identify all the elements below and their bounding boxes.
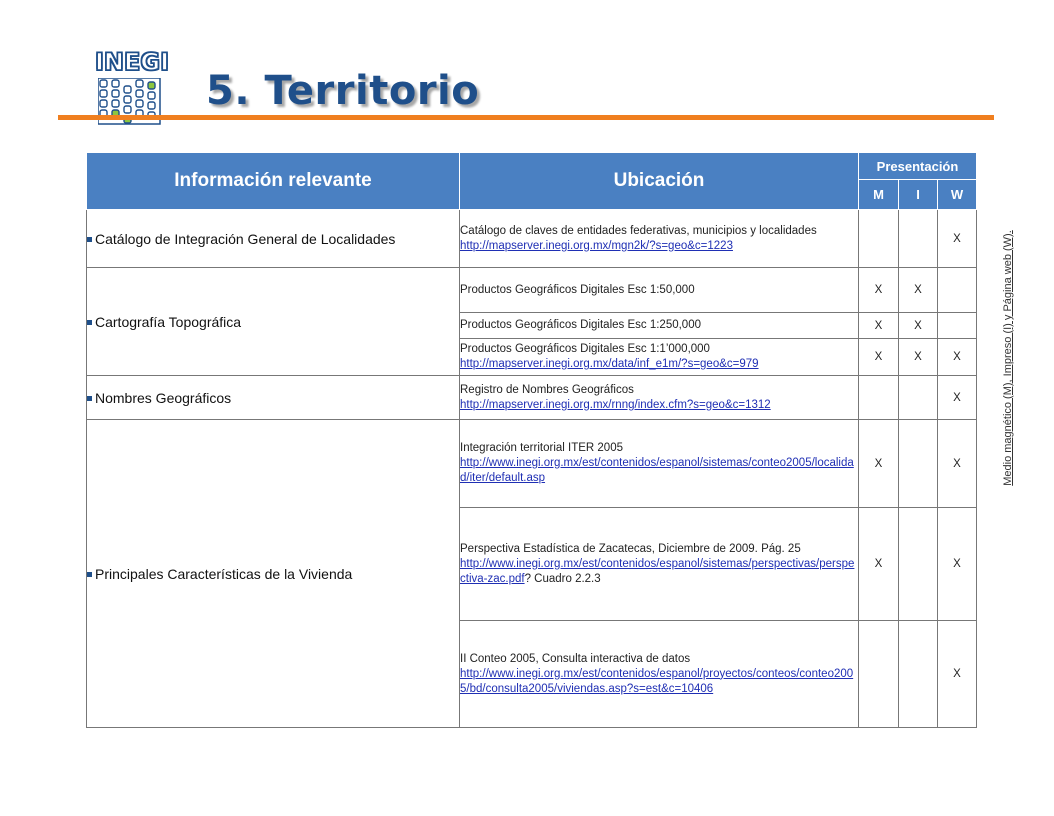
ubicacion-text: Perspectiva Estadística de Zacatecas, Diciembre de 2009. Pág. 25 [460,542,801,555]
table-row [87,210,977,268]
presentation-legend [1000,130,1014,590]
info-cell [87,268,460,376]
cell-i [899,420,938,508]
cell-i [899,210,938,268]
cell-i [899,621,938,728]
cell-w: X [938,210,977,268]
header-m: M [859,180,899,210]
ubicacion-cell [460,508,859,621]
info-label: Catálogo de Integración General de Localidades [95,230,396,247]
header-w: W [938,180,977,210]
presentation-legend-text: Medio magnético (M), Impreso (I) y Página web (W). [1002,230,1014,486]
table-row [87,376,977,420]
ubicacion-text: Catálogo de claves de entidades federativas, municipios y localidades [460,224,817,237]
info-label: Cartografía Topográfica [95,313,242,330]
ubicacion-link[interactable]: http://mapserver.inegi.org.mx/data/inf_e1m/?s=geo&c=979 [460,358,759,370]
territorio-table [86,152,977,728]
ubicacion-cell [460,376,859,420]
bullet-icon [87,320,92,325]
ubicacion-text: II Conteo 2005, Consulta interactiva de datos [460,652,691,665]
cell-w [938,313,977,339]
cell-w [938,268,977,313]
info-cell [87,210,460,268]
ubicacion-suffix: ? Cuadro 2.2.3 [524,572,601,585]
cell-i: X [899,268,938,313]
cell-w: X [938,339,977,376]
header-info: Información relevante [87,153,460,210]
info-label: Nombres Geográficos [95,389,232,406]
cell-i [899,508,938,621]
cell-m: X [859,508,899,621]
page-title: 5. Territorio [206,68,480,114]
bullet-icon [87,572,92,577]
cell-m [859,376,899,420]
ubicacion-cell [460,339,859,376]
ubicacion-cell [460,313,859,339]
cell-w: X [938,420,977,508]
cell-m [859,210,899,268]
ubicacion-cell [460,268,859,313]
ubicacion-text: Registro de Nombres Geográficos [460,383,634,396]
cell-w: X [938,376,977,420]
ubicacion-text: Productos Geográficos Digitales Esc 1:1’000,000 [460,343,710,355]
header-ubicacion: Ubicación [460,153,859,210]
cell-w: X [938,508,977,621]
header-rule [58,115,994,120]
info-cell [87,376,460,420]
info-cell [87,420,460,728]
ubicacion-link[interactable]: http://mapserver.inegi.org.mx/mgn2k/?s=geo&c=1223 [460,239,733,252]
cell-m: X [859,268,899,313]
cell-i [899,376,938,420]
info-label: Principales Características de la Vivienda [95,565,353,582]
bullet-icon [87,396,92,401]
ubicacion-text: Productos Geográficos Digitales Esc 1:50,000 [460,283,695,296]
header-presentacion: Presentación [859,153,977,180]
ubicacion-link[interactable]: http://www.inegi.org.mx/est/contenidos/espanol/sistemas/conteo2005/localidad/iter/default.asp [460,457,854,484]
ubicacion-link[interactable]: http://www.inegi.org.mx/est/contenidos/espanol/proyectos/conteos/conteo2005/bd/consulta2005/viviendas.asp?s=est&c=10406 [460,667,854,695]
cell-i: X [899,339,938,376]
ubicacion-text: Integración territorial ITER 2005 [460,442,623,454]
cell-m: X [859,313,899,339]
cell-w: X [938,621,977,728]
header-i: I [899,180,938,210]
ubicacion-cell [460,420,859,508]
bullet-icon [87,237,92,242]
ubicacion-link[interactable]: http://www.inegi.org.mx/est/contenidos/espanol/sistemas/perspectivas/perspectiva-zac.pdf [460,557,855,585]
ubicacion-link[interactable]: http://mapserver.inegi.org.mx/rnng/index.cfm?s=geo&c=1312 [460,398,771,411]
cell-m: X [859,339,899,376]
cell-i: X [899,313,938,339]
cell-m [859,621,899,728]
ubicacion-cell [460,621,859,728]
ubicacion-text: Productos Geográficos Digitales Esc 1:250,000 [460,319,701,331]
logo-text: INEGI [94,48,170,76]
table-row [87,420,977,508]
ubicacion-cell [460,210,859,268]
cell-m: X [859,420,899,508]
table-row [87,268,977,313]
